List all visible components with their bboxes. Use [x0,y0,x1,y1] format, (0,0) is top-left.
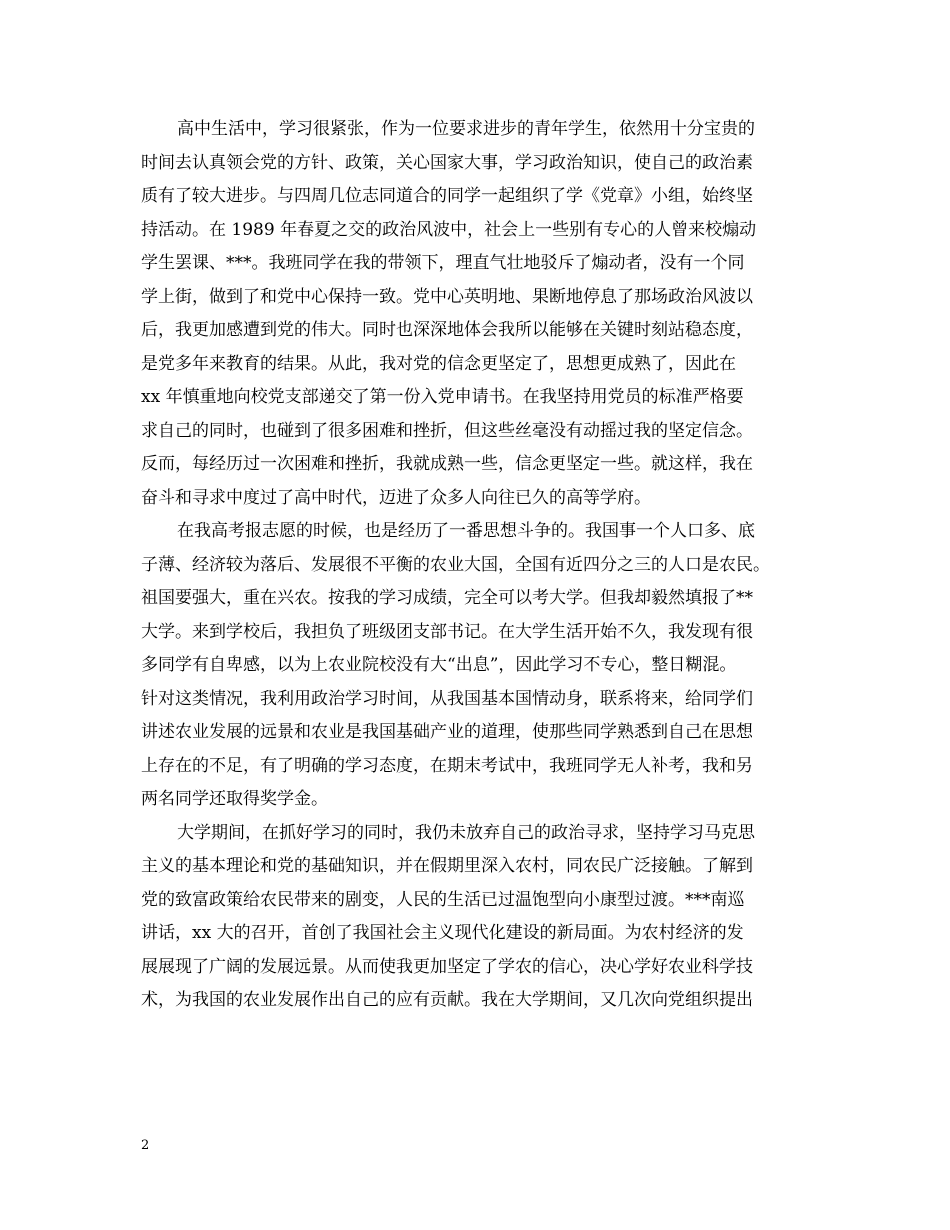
text-line: 多同学有自卑感，以为上农业院校没有大“出息”，因此学习不专心，整日糊混。 [141,655,737,675]
text-line: 高中生活中，学习很紧张，作为一位要求进步的青年学生，依然用十分宝贵的 [177,119,755,139]
text-line: 后，我更加感遭到党的伟大。同时也深深地体会我所以能够在关键时刻站稳态度， [141,320,753,340]
text-line: 术，为我国的农业发展作出自己的应有贡献。我在大学期间，又几次向党组织提出 [141,990,753,1010]
text-line: 大学。来到学校后，我担负了班级团支部书记。在大学生活开始不久，我发现有很 [141,621,753,642]
text-line: 求自己的同时，也碰到了很多困难和挫折，但这些丝毫没有动摇过我的坚定信念。 [141,420,753,441]
text-line: 大学期间，在抓好学习的同时，我仍未放弃自己的政治寻求，坚持学习马克思 [177,822,755,843]
text-line: 讲述农业发展的远景和农业是我国基础产业的道理，使那些同学熟悉到自己在思想 [141,722,753,742]
text-line: 党的致富政策给农民带来的剧变，人民的生活已过温饱型向小康型过渡。***南巡 [141,889,745,910]
page-number: 2 [141,1138,150,1153]
text-line: 奋斗和寻求中度过了高中时代，迈进了众多人向往已久的高等学府。 [141,487,651,508]
text-line: 上存在的不足，有了明确的学习态度，在期末考试中，我班同学无人补考，我和另 [141,755,753,776]
text-line: 质有了较大进步。与四周几位志同道合的同学一起组织了学《党章》小组，始终坚 [141,186,753,206]
text-line: 针对这类情况，我利用政治学习时间，从我国基本国情动身，联系将来，给同学们 [141,688,753,709]
text-line: 在我高考报志愿的时候，也是经历了一番思想斗争的。我国事一个人口多、底 [177,521,755,541]
text-line: 学生罢课、***。我班同学在我的带领下，理直气壮地驳斥了煽动者，没有一个同 [141,253,745,273]
text-line: 子薄、经济较为落后、发展很不平衡的农业大国，全国有近四分之三的人口是农民。 [141,554,770,575]
text-line: 主义的基本理论和党的基础知识，并在假期里深入农村，同农民广泛接触。了解到 [141,856,753,876]
text-line: xx 年慎重地向校党支部递交了第一份入党申请书。在我坚持用党员的标准严格要 [141,387,744,407]
text-line: 祖国要强大，重在兴农。按我的学习成绩，完全可以考大学。但我却毅然填报了** [141,588,753,608]
text-line: 反而，每经历过一次困难和挫折，我就成熟一些，信念更坚定一些。就这样，我在 [141,454,753,474]
text-line: 展展现了广阔的发展远景。从而使我更加坚定了学农的信心，决心学好农业科学技 [141,956,753,977]
text-line: 讲话，xx 大的召开，首创了我国社会主义现代化建设的新局面。为农村经济的发 [141,923,744,943]
text-line: 是党多年来教育的结果。从此，我对党的信念更坚定了，思想更成熟了，因此在 [141,353,736,374]
text-line: 时间去认真领会党的方针、政策，关心国家大事，学习政治知识，使自己的政治素 [141,152,753,173]
text-line: 学上街，做到了和党中心保持一致。党中心英明地、果断地停息了那场政治风波以 [141,286,753,307]
text-line: 持活动。在 1989 年春夏之交的政治风波中，社会上一些别有专心的人曾来校煽动 [141,219,757,240]
text-line: 两名同学还取得奖学金。 [141,789,328,809]
body-text [141,113,831,1018]
